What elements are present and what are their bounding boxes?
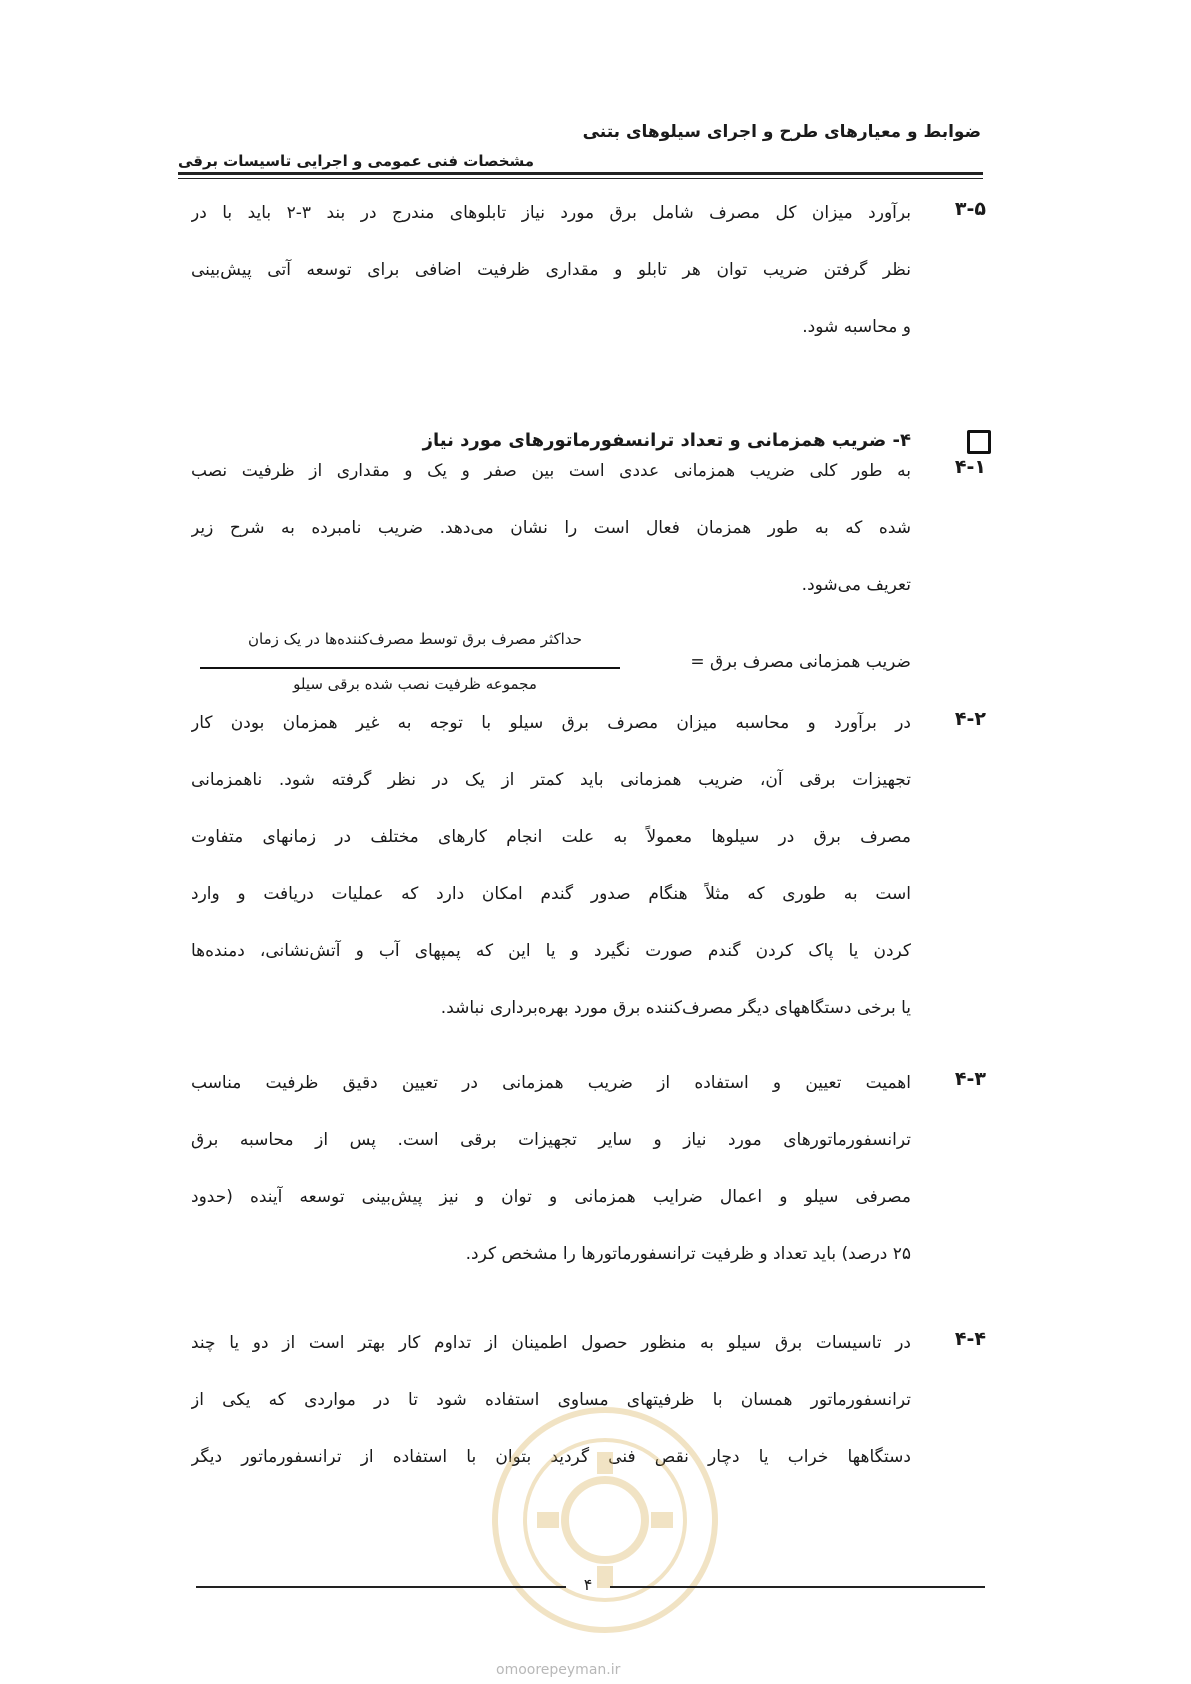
paragraph-line: کردن یا پاک کردن گندم صورت نگیرد و یا این که پمپهای آب و آتش‌نشانی، دمنده‌ها: [191, 941, 911, 961]
paragraph-line: دستگاهها خراب یا دچار نقص فنی گردید بتوان با استفاده از ترانسفورماتور دیگر: [191, 1447, 911, 1467]
formula-label: ضریب همزمانی مصرف برق =: [690, 652, 911, 672]
watermark-text: omoorepeyman.ir: [496, 1662, 621, 1678]
paragraph-line: مصرف برق در سیلوها معمولاً به علت انجام کارهای مختلف در زمانهای متفاوت: [191, 827, 911, 847]
section-number: ۴-۲: [954, 708, 986, 730]
section-number: ۴-۱: [954, 456, 986, 478]
paragraph-line: است به طوری که مثلاً هنگام صدور گندم امکان دارد که عملیات دریافت و وارد: [191, 884, 911, 904]
header-rule-thick: [178, 172, 983, 175]
paragraph-line: تجهیزات برقی آن، ضریب همزمانی باید کمتر از یک در نظر گرفته شود. ناهمزمانی: [191, 770, 911, 790]
paragraph-line: و محاسبه شود.: [802, 317, 911, 337]
header-rule-thin: [178, 178, 983, 179]
square-bullet-icon: [967, 430, 991, 454]
section-number: ۴-۴: [954, 1328, 986, 1350]
paragraph-line: نظر گرفتن ضریب توان هر تابلو و مقداری ظرفیت اضافی برای توسعه آتی پیش‌بینی: [191, 260, 911, 280]
section-paragraph: [191, 1055, 911, 1283]
paragraph-line: تعریف می‌شود.: [801, 575, 911, 595]
paragraph-line: در برآورد و محاسبه میزان مصرف برق سیلو با توجه به غیر همزمان بودن کار: [191, 713, 911, 733]
paragraph-line: ترانسفورماتور همسان با ظرفیتهای مساوی استفاده شود تا در مواردی که یکی از: [191, 1390, 911, 1410]
section-number: ۳-۵: [954, 198, 986, 220]
section-heading: ۴- ضریب همزمانی و تعداد ترانسفورماتورهای مورد نیاز: [422, 430, 911, 451]
footer-rule-left: [196, 1586, 566, 1588]
paragraph-line: یا برخی دستگاههای دیگر مصرف‌کننده برق مورد بهره‌برداری نباشد.: [440, 998, 911, 1018]
fraction-bar: [200, 667, 620, 669]
paragraph-line: برآورد میزان کل مصرف شامل برق مورد نیاز تابلوهای مندرج در بند ۳-۲ باید با در: [191, 203, 911, 223]
formula-denominator: مجموعه ظرفیت نصب شده برقی سیلو: [293, 675, 537, 693]
section-number: ۴-۳: [954, 1068, 986, 1090]
paragraph-line: در تاسیسات برق سیلو به منظور حصول اطمینان از تداوم کار بهتر است از دو یا چند: [191, 1333, 911, 1353]
paragraph-line: مصرفی سیلو و اعمال ضرایب همزمانی و توان و نیز پیش‌بینی توسعه آینده (حدود: [191, 1187, 911, 1207]
formula-numerator: حداکثر مصرف برق توسط مصرف‌کننده‌ها در یک زمان: [248, 630, 582, 648]
running-header-subtitle: مشخصات فنی عمومی و اجرایی تاسیسات برقی: [178, 152, 535, 170]
paragraph-line: ۲۵ درصد) باید تعداد و ظرفیت ترانسفورماتورها را مشخص کرد.: [465, 1244, 911, 1264]
page-number: ۴: [583, 1575, 593, 1594]
footer-rule-right: [610, 1586, 985, 1588]
paragraph-line: اهمیت تعیین و استفاده از ضریب همزمانی در تعیین دقیق ظرفیت مناسب: [191, 1073, 911, 1093]
paragraph-line: به طور کلی ضریب همزمانی عددی است بین صفر و یک و مقداری از ظرفیت نصب: [191, 461, 911, 481]
paragraph-line: شده که به طور همزمان فعال است را نشان می‌دهد. ضریب نامبرده به شرح زیر: [191, 518, 911, 538]
running-header-title: ضوابط و معیارهای طرح و اجرای سیلوهای بتنی: [582, 122, 981, 142]
section-paragraph: [191, 695, 911, 1037]
section-paragraph: [191, 443, 911, 614]
section-paragraph: [191, 185, 911, 356]
paragraph-line: ترانسفورماتورهای مورد نیاز و سایر تجهیزات برقی است. پس از محاسبه برق: [191, 1130, 911, 1150]
watermark-seal-icon: [485, 1400, 725, 1640]
